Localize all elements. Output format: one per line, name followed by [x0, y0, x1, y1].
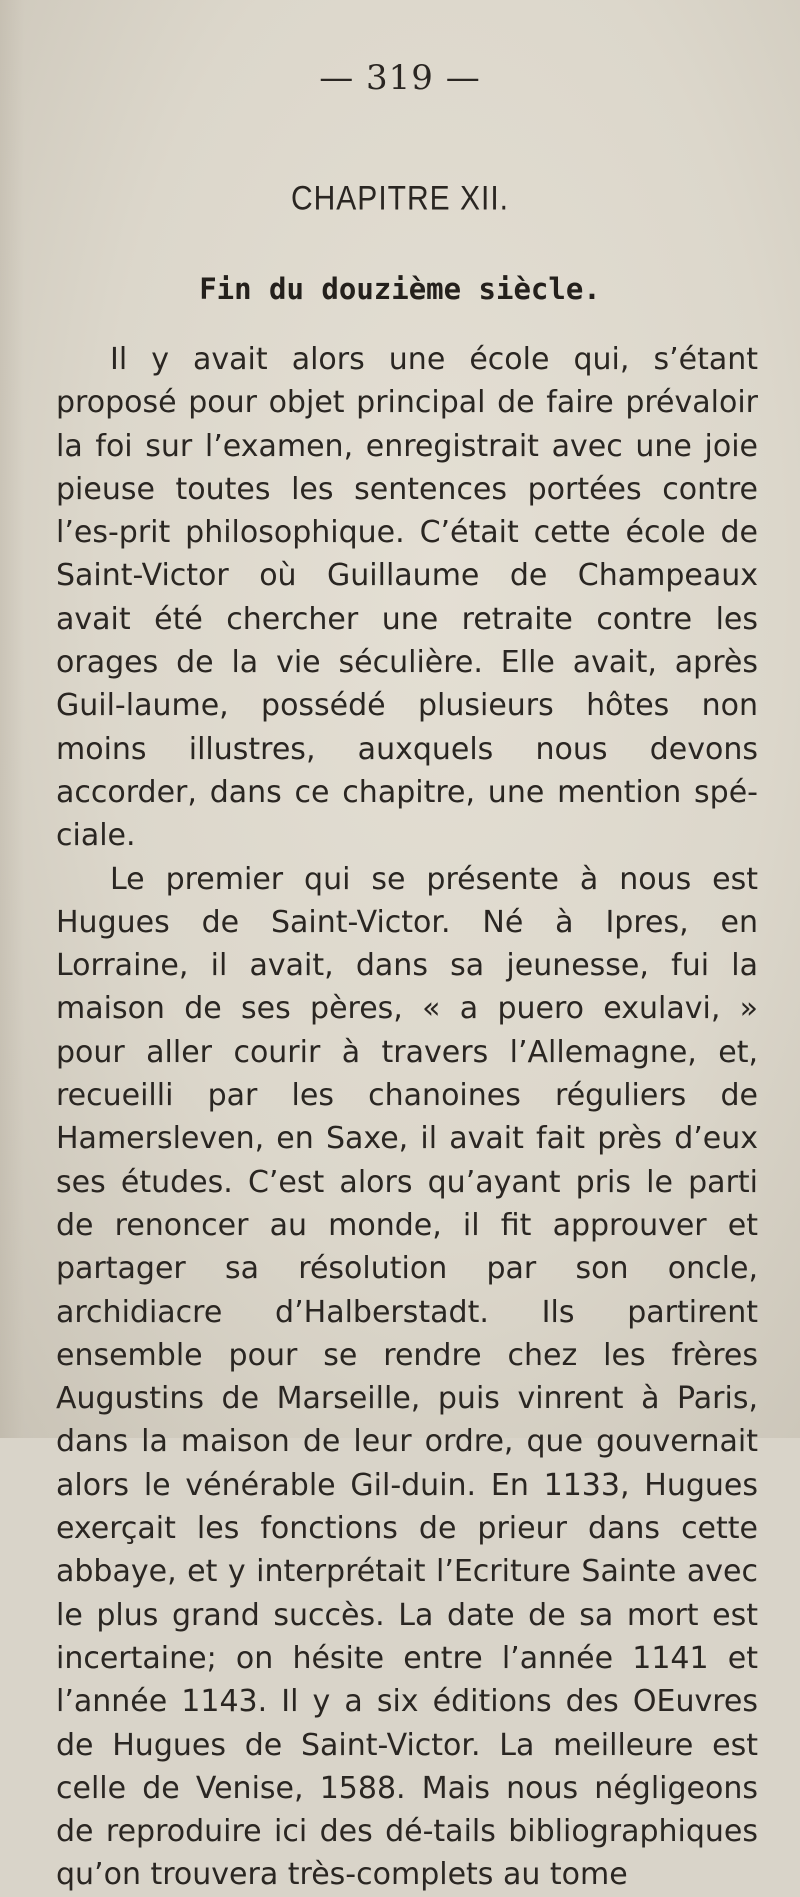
body-text — [56, 338, 758, 1897]
paragraph-2: Le premier qui se présente à nous est Hugues de Saint-Victor. Né à Ipres, en Lorraine, il avait, dans sa jeunesse, fui la maison de ses pères, « a puero exulavi, » pour aller courir à travers l’Allemagne, et, recueilli par les chanoines réguliers de Hamersleven, en Saxe, il avait fait près d’eux ses études. C’est alors qu’ayant pris le parti de renoncer au monde, il fit approuver et partager sa résolution par son oncle, archidiacre d’Halberstadt. Ils partirent ensemble pour se rendre chez les frères Augustins de Marseille, puis vinrent à Paris, dans la maison de leur ordre, que gouvernait alors le vénérable Gil-duin. En 1133, Hugues exerçait les fonctions de prieur dans cette abbaye, et y interprétait l’Ecriture Sainte avec le plus grand succès. La date de sa mort est incertaine; on hésite entre l’année 1141 et l’année 1143. Il y a six éditions des OEuvres de Hugues de Saint-Victor. La meilleure est celle de Venise, 1588. Mais nous négligeons de reproduire ici des dé-tails bibliographiques qu’on trouvera très-complets au tome — [56, 861, 758, 1893]
page-number: — 319 — — [319, 58, 481, 98]
paragraph-1: Il y avait alors une école qui, s’étant proposé pour objet principal de faire prévaloir la foi sur l’examen, enregistrait avec une joie pieuse toutes les sentences portées contre l’es-prit philosophique. C’était cette école de Saint-Victor où Guillaume de Champeaux avait été chercher une retraite contre les orages de la vie séculière. Elle avait, après Guil-laume, possédé plusieurs hôtes non moins illustres, auxquels nous devons accorder, dans ce chapitre, une mention spé-ciale. — [56, 342, 758, 854]
section-title: Fin du douzième siècle. — [199, 272, 601, 306]
chapter-title: CHAPITRE XII. — [290, 179, 510, 218]
